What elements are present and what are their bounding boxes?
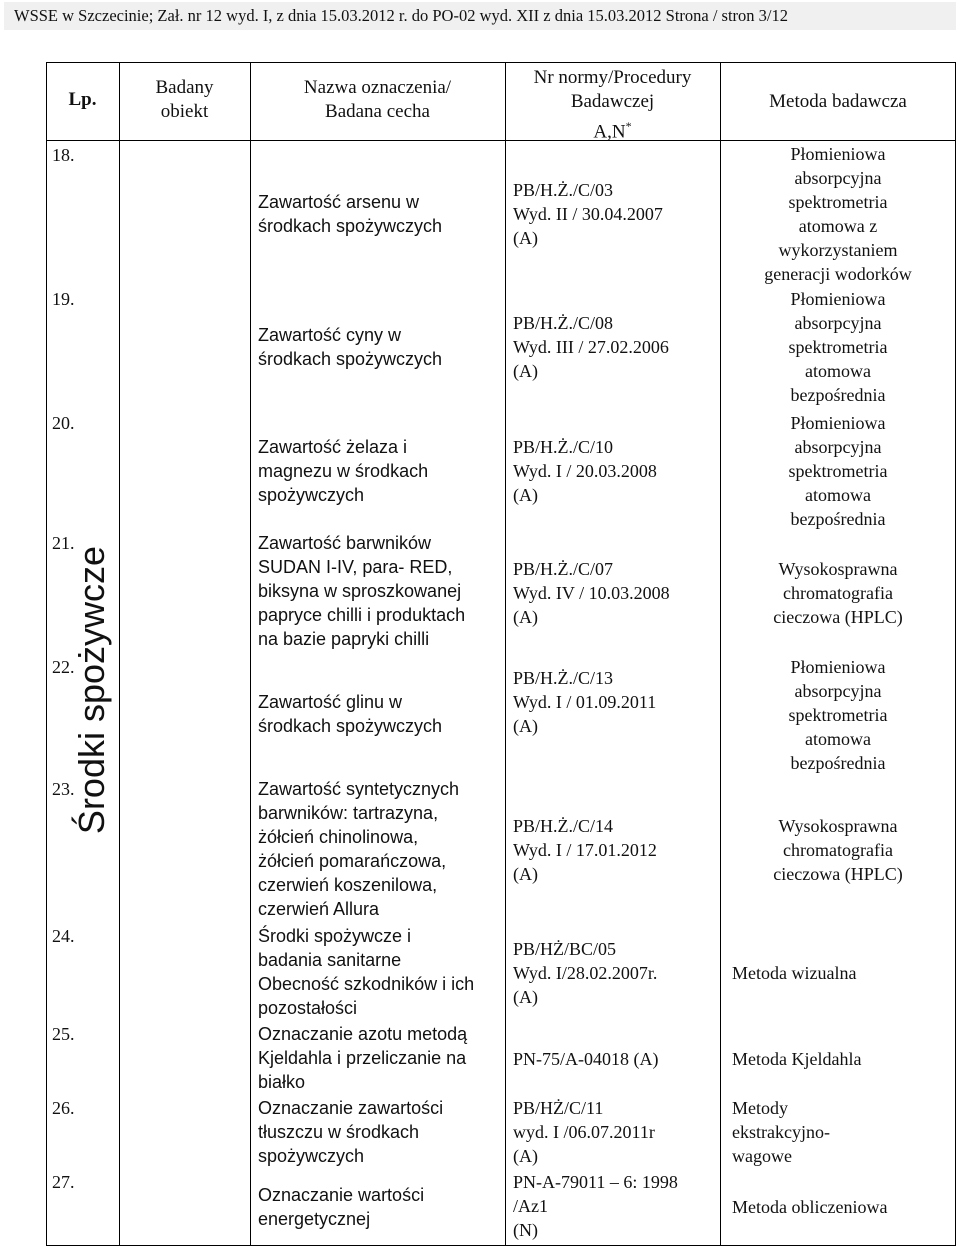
column-divider bbox=[505, 62, 506, 1246]
row-norm: PB/H.Ż./C/14 Wyd. I / 17.01.2012 (A) bbox=[513, 816, 657, 884]
header-object-line: Badany bbox=[155, 77, 214, 98]
row-name: Zawartość cyny w środkach spożywczych bbox=[258, 325, 443, 369]
row-lp: 22. bbox=[52, 657, 75, 677]
row-name: Oznaczanie wartości energetycznej bbox=[258, 1185, 425, 1229]
row-name: Oznaczanie zawartości tłuszczu w środkach spożywczych bbox=[258, 1098, 444, 1166]
row-method: Płomieniowa absorpcyjna spektrometria atomowa bezpośrednia bbox=[788, 657, 888, 773]
row-name: Zawartość żelaza i magnezu w środkach spożywczych bbox=[258, 437, 429, 505]
row-method: Metoda Kjeldahla bbox=[732, 1049, 862, 1069]
header-name-line: Nazwa oznaczenia/ bbox=[303, 77, 452, 98]
row-norm: PB/H.Ż./C/08 Wyd. III / 27.02.2006 (A) bbox=[513, 313, 669, 381]
row-name: Środki spożywcze i badania sanitarne Obecność szkodników i ich pozostałości bbox=[258, 926, 475, 1018]
row-norm: PB/H.Ż./C/03 Wyd. II / 30.04.2007 (A) bbox=[513, 180, 663, 248]
header-object-line: obiekt bbox=[160, 101, 209, 122]
object-label-vertical: Środki spożywcze bbox=[71, 545, 112, 835]
row-norm: PB/H.Ż./C/13 Wyd. I / 01.09.2011 (A) bbox=[513, 668, 657, 736]
page-header-text: WSSE w Szczecinie; Zał. nr 12 wyd. I, z dnia 15.03.2012 r. do PO-02 wyd. XII z dnia 15.03.2012 Strona / stron 3/12 bbox=[14, 6, 789, 25]
header-name bbox=[250, 76, 505, 124]
header-norm-line: A,N* bbox=[593, 119, 632, 143]
row-lp: 19. bbox=[52, 289, 75, 309]
row-name: Oznaczanie azotu metodą Kjeldahla i przeliczanie na białko bbox=[258, 1024, 468, 1092]
row-method: Wysokosprawna chromatografia cieczowa (HPLC) bbox=[773, 559, 903, 627]
row-lp: 23. bbox=[52, 779, 75, 799]
row-norm: PB/H.Ż./C/07 Wyd. IV / 10.03.2008 (A) bbox=[513, 559, 670, 627]
row-method: Płomieniowa absorpcyjna spektrometria atomowa bezpośrednia bbox=[788, 413, 888, 529]
page-header bbox=[4, 2, 956, 30]
header-norm-line: Nr normy/Procedury bbox=[533, 67, 692, 88]
header-lp: Lp. bbox=[68, 89, 97, 110]
row-method: Metoda obliczeniowa bbox=[732, 1197, 888, 1217]
header-divider bbox=[46, 140, 956, 141]
row-lp: 24. bbox=[52, 926, 75, 946]
row-method: Metody ekstrakcyjno- wagowe bbox=[732, 1098, 830, 1166]
row-norm: PN-75/A-04018 (A) bbox=[513, 1049, 659, 1069]
row-method: Płomieniowa absorpcyjna spektrometria atomowa bezpośrednia bbox=[788, 289, 888, 405]
row-method: Płomieniowa absorpcyjna spektrometria atomowa z wykorzystaniem generacji wodorków bbox=[764, 144, 912, 284]
row-lp: 26. bbox=[52, 1098, 75, 1118]
row-lp: 20. bbox=[52, 413, 75, 433]
row-method: Wysokosprawna chromatografia cieczowa (HPLC) bbox=[773, 816, 903, 884]
row-method: Metoda wizualna bbox=[732, 963, 857, 983]
row-lp: 25. bbox=[52, 1024, 75, 1044]
row-name: Zawartość glinu w środkach spożywczych bbox=[258, 692, 443, 736]
header-object bbox=[119, 76, 250, 124]
row-lp: 21. bbox=[52, 533, 75, 553]
column-divider bbox=[250, 62, 251, 1246]
header-method: Metoda badawcza bbox=[769, 91, 907, 112]
row-name: Zawartość arsenu w środkach spożywczych bbox=[258, 192, 443, 236]
row-name: Zawartość syntetycznych barwników: tartrazyna, żółcień chinolinowa, żółcień pomarańczowa, czerwień koszenilowa, czerwień Allura bbox=[258, 779, 460, 919]
header-norm-line: Badawczej bbox=[570, 91, 655, 112]
asterisk-superscript: * bbox=[625, 119, 632, 133]
row-norm: PB/HŻ/BC/05 Wyd. I/28.02.2007r. (A) bbox=[513, 939, 658, 1007]
row-lp: 27. bbox=[52, 1172, 75, 1192]
header-name-line: Badana cecha bbox=[325, 101, 430, 122]
header-norm bbox=[505, 66, 720, 144]
row-norm: PN-A-79011 – 6: 1998 /Az1 (N) bbox=[513, 1172, 678, 1240]
row-norm: PB/H.Ż./C/10 Wyd. I / 20.03.2008 (A) bbox=[513, 437, 657, 505]
row-name: Zawartość barwników SUDAN I-IV, para- RED, biksyna w sproszkowanej papryce chilli i produktach na bazie papryki chilli bbox=[258, 533, 466, 649]
column-divider bbox=[119, 62, 120, 1246]
row-lp: 18. bbox=[52, 145, 75, 165]
row-norm: PB/HŻ/C/11 wyd. I /06.07.2011r (A) bbox=[513, 1098, 655, 1166]
